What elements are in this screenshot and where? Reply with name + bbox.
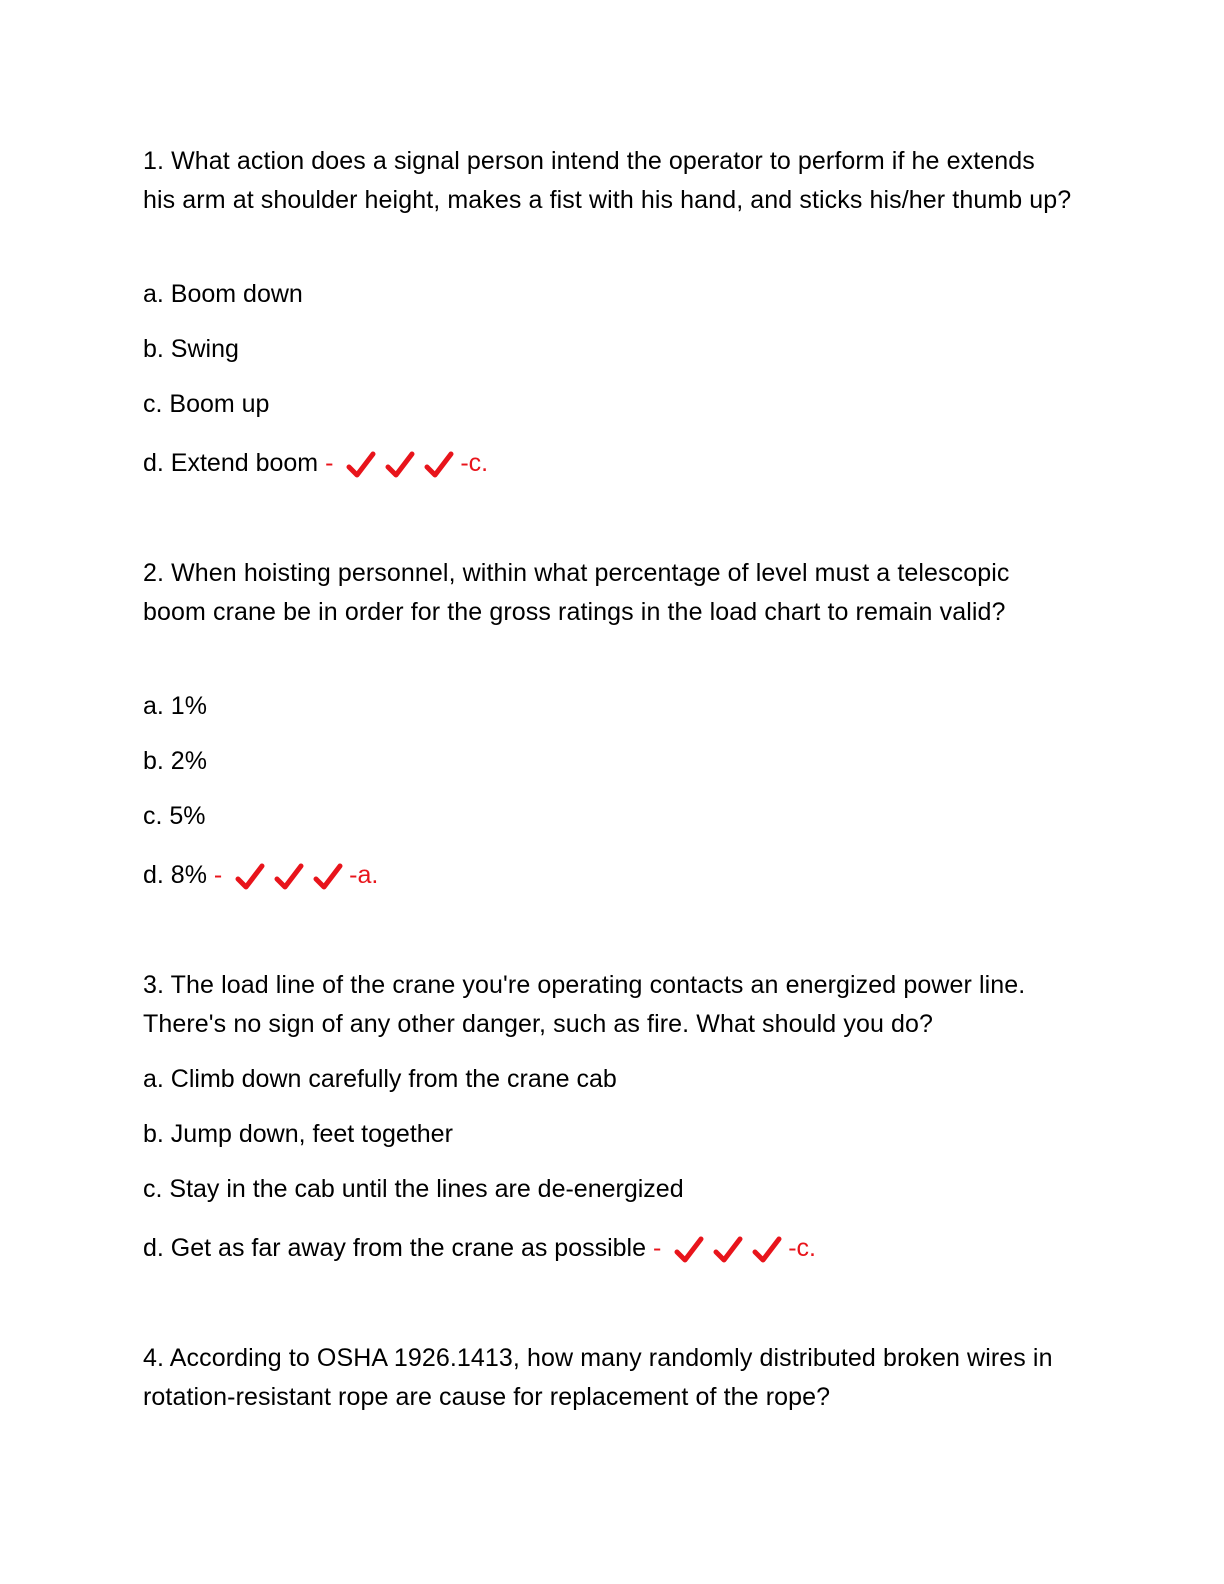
option-b: b. Swing (143, 335, 239, 363)
red-checkmark-icon (346, 450, 376, 480)
question-3 (143, 966, 1073, 1296)
check-group (346, 449, 454, 480)
red-checkmark-icon (313, 862, 343, 892)
option-a: a. Climb down carefully from the crane cab (143, 1065, 617, 1093)
option-d-line (143, 1233, 816, 1265)
question-2 (143, 554, 1073, 914)
option-b: b. Jump down, feet together (143, 1120, 453, 1148)
option-d-line (143, 860, 378, 892)
option-c: c. Stay in the cab until the lines are de-energized (143, 1175, 684, 1203)
option-d: d. Extend boom (143, 449, 319, 477)
answer-label: -c. (788, 1234, 817, 1262)
red-checkmark-icon (674, 1235, 704, 1265)
question-text: 2. When hoisting personnel, within what percentage of level must a telescopic boom crane be in order for the gross ratings in the load chart to remain valid? (143, 559, 1010, 626)
answer-dash: - (206, 861, 230, 889)
red-checkmark-icon (385, 450, 415, 480)
red-checkmark-icon (274, 862, 304, 892)
option-b: b. 2% (143, 747, 207, 775)
option-a: a. 1% (143, 692, 207, 720)
answer-label: -a. (349, 861, 379, 889)
question-text: 3. The load line of the crane you're operating contacts an energized power line. There's no sign of any other danger, such as fire. What should you do? (143, 971, 1026, 1038)
option-a: a. Boom down (143, 280, 303, 308)
option-d: d. Get as far away from the crane as possible (143, 1234, 647, 1262)
option-d-line (143, 448, 488, 480)
option-c: c. Boom up (143, 390, 270, 418)
red-checkmark-icon (752, 1235, 782, 1265)
answer-label: -c. (460, 449, 489, 477)
check-group (674, 1234, 782, 1265)
question-text: 1. What action does a signal person intend the operator to perform if he extends his arm at shoulder height, makes a fist with his hand, and sticks his/her thumb up? (143, 147, 1072, 214)
red-checkmark-icon (235, 862, 265, 892)
red-checkmark-icon (713, 1235, 743, 1265)
check-group (235, 861, 343, 892)
option-d: d. 8% (143, 861, 207, 889)
question-text: 4. According to OSHA 1926.1413, how many randomly distributed broken wires in rotation-resistant rope are cause for replacement of the rope? (143, 1344, 1053, 1411)
question-4 (143, 1339, 1073, 1417)
option-c: c. 5% (143, 802, 206, 830)
question-1 (143, 142, 1073, 502)
answer-dash: - (646, 1234, 669, 1262)
answer-dash: - (318, 449, 341, 477)
red-checkmark-icon (424, 450, 454, 480)
